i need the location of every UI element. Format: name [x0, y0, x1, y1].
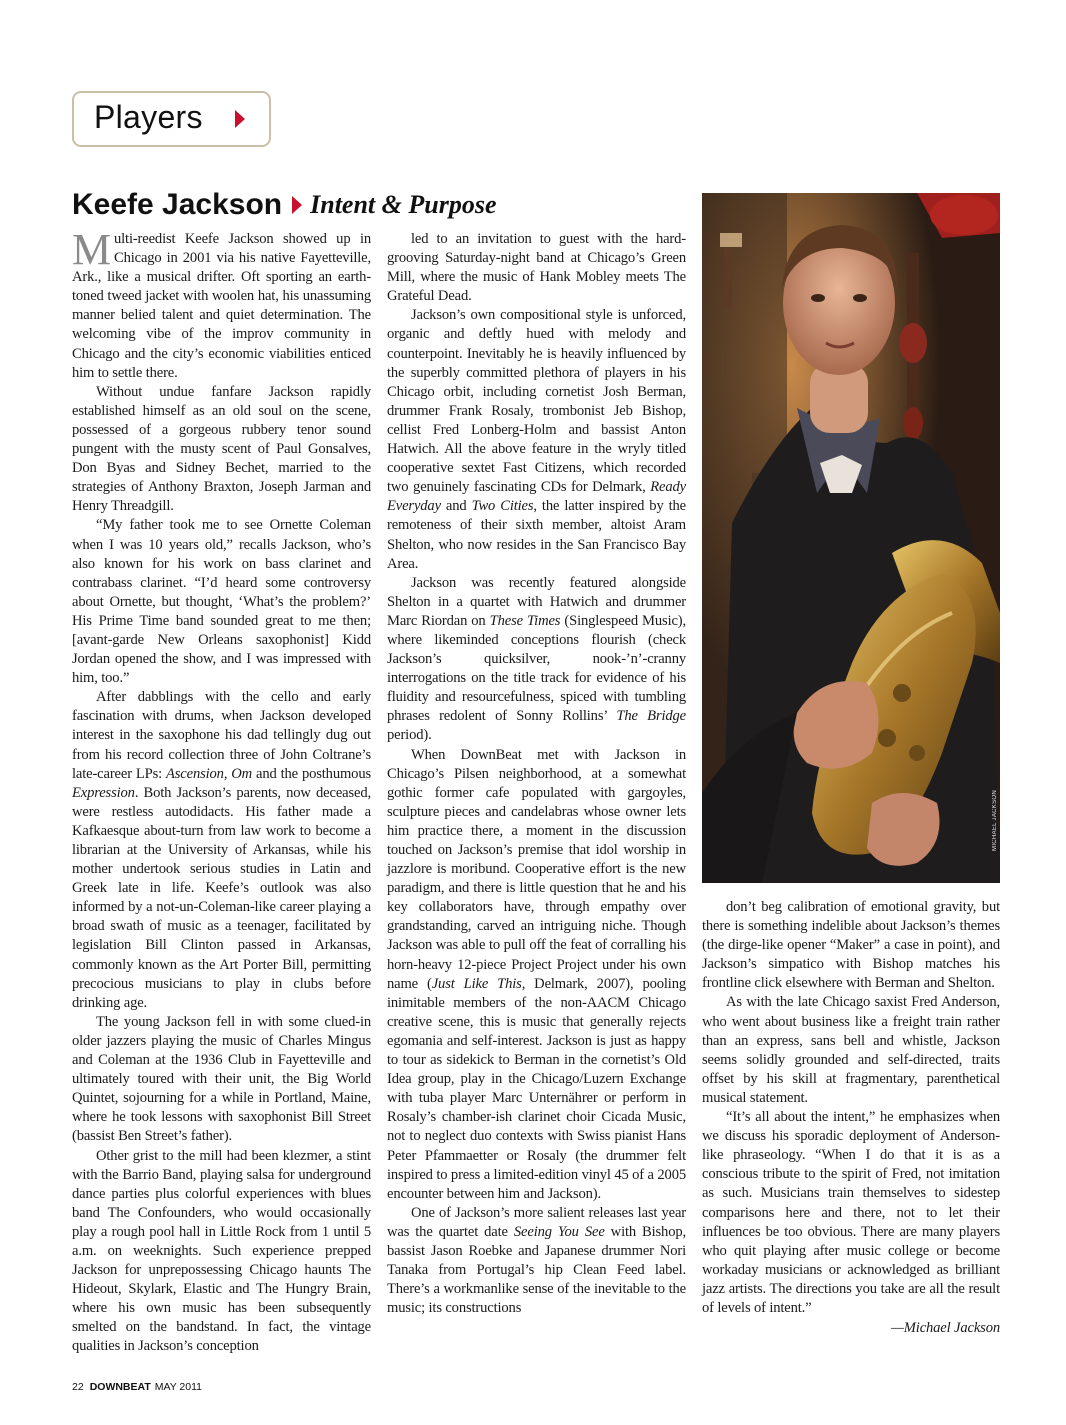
- author-byline: —Michael Jackson: [890, 1320, 1000, 1337]
- paragraph: Multi-reedist Keefe Jackson showed up in Chicago in 2001 via his native Fayetteville, Ark., like a musical drifter. Oft sporting an earth-toned tweed jacket with woolen hat, his unassuming manner belied talent and quiet determination. The welcoming vibe of the improv community in Chicago and the city’s economic viabilities enticed him to settle there.: [72, 225, 371, 381]
- headline-name: Keefe Jackson: [72, 188, 283, 221]
- paragraph: “It’s all about the intent,” he emphasizes when we discuss his sporadic deployment of Anderson-like phraseology. “When I do that it is as a conscious tribute to the spirit of Fred, not imitation as such. Musicians train themselves to sidestep comparisons here and there, not to let their influences be too obvious. There are many players who quit playing after music college or become workaday musicians or acknowledged as brilliant jazz artists. The directions you take are all the result of levels of intent.”: [702, 1109, 1000, 1316]
- magazine-name: DOWNBEAT: [89, 1381, 151, 1393]
- section-arrow-icon: [235, 110, 245, 128]
- paragraph: led to an invitation to guest with the hard-grooving Saturday-night band at Chicago’s Green Mill, where the music of Hank Mobley meets The Grateful Dead.: [387, 231, 686, 305]
- headline-arrow-icon: [292, 196, 302, 214]
- title-italic: Ready Everyday: [387, 479, 686, 515]
- article-column-3: [702, 898, 1000, 1338]
- portrait-photo: [702, 193, 1000, 883]
- paragraph: The young Jackson fell in with some clued-in older jazzers playing the music of Charles Mingus and Coleman at the 1936 Club in Fayetteville and ultimately toured with their unit, the Big World Quintet, sojourning for a while in Portland, Maine, where he took lessons with saxophonist Bill Street (bassist Ben Street’s father).: [72, 1013, 371, 1145]
- paragraph: When DownBeat met with Jackson in Chicago’s Pilsen neighborhood, at a somewhat gothic former cafe populated with gargoyles, sculpture pieces and candelabras whose owner lets him practice there, a moment in the discussion touched on Jackson’s premise that idol worship in jazzlore is moribund. Cooperative effort is the new paradigm, and there is little question that he and his key collaborators have, through empathy over grandstanding, carved an intriguing niche. Though Jackson was able to pull off the feat of corralling his horn-heavy 12-piece Project Project under his own name (Just Like This, Delmark, 2007), pooling inimitable members of the non-AACM Chicago creative scene, this is music that generally rejects egomania and self-interest. Jackson is just as happy to tour as sidekick to Berman in the cornetist’s Old Idea group, play in the Chicago/Luzern Exchange with tuba player Marc Unternährer or perform in Rosaly’s chamber-ish clarinet choir Cicada Music, not to neglect duo contexts with Swiss pianist Hans Peter Pfammaetter or Rosaly (the drummer felt inspired to press a limited-edition vinyl 45 of a 2005 encounter between him and Jackson).: [387, 746, 687, 1202]
- paragraph: don’t beg calibration of emotional gravity, but there is something indelible about Jackson’s themes (the dirge-like opener “Maker” a case in point), and Jackson’s simpatico with Bishop matches his frontline click elsewhere with Berman and Shelton.: [702, 899, 1000, 992]
- section-label: Players: [94, 99, 203, 135]
- paragraph: As with the late Chicago saxist Fred Anderson, who went about business like a freight train rather than an express, sans bell and whistle, Jackson seems solidly grounded and self-directed, traits offset by his skill at fragmentary, parenthetical musical statement.: [702, 994, 1000, 1106]
- title-italic: These Times: [489, 612, 561, 629]
- paragraph: Jackson was recently featured alongside Shelton in a quartet with Hatwich and drummer Marc Riordan on These Times (Singlespeed Music), where likeminded conceptions flourish (check Jackson’s quicksilver, nook-’n’-cranny interrogations on the title track for evidence of his fluidity and resourcefulness, spiced with tumbling phrases redolent of Sonny Rollins’ The Bridge period).: [387, 574, 687, 744]
- article-column-1: [72, 225, 372, 1357]
- title-italic: Om: [231, 765, 253, 782]
- drop-cap: M: [72, 225, 111, 274]
- section-label-box: [72, 91, 271, 147]
- paragraph: Other grist to the mill had been klezmer, a stint with the Barrio Band, playing salsa for underground dance parties plus colorful experiences with blues band The Confounders, who would occasionally play a rough pool hall in Little Rock from 1 until 5 a.m. on weeknights. Such experience prepped Jackson for unprepossessing Chicago haunts The Hideout, Skylark, Elastic and The Hungry Brain, where his own music has been subsequently smelted on the bandstand. In fact, the vintage qualities in Jackson’s conception: [72, 1147, 371, 1355]
- paragraph: Without undue fanfare Jackson rapidly established himself as an old soul on the scene, possessed of a gorgeous rubbery tenor sound pungent with the musty scent of Paul Gonsalves, Don Byas and Sidney Bechet, married to the strategies of Anthony Braxton, Joseph Jarman and Henry Threadgill.: [72, 383, 371, 515]
- issue-date: MAY 2011: [154, 1381, 203, 1393]
- article-column-2: [387, 230, 686, 1318]
- paragraph: “My father took me to see Ornette Coleman when I was 10 years old,” recalls Jackson, who’s also known for his work on bass clarinet and contrabass clarinet. “I’d heard some controversy about Ornette, but thought, ‘What’s the problem?’ His Prime Time band sounded great to me then; [avant-garde New Orleans saxophonist] Kidd Jordan opened the show, and I was impressed with him, too.”: [72, 517, 371, 687]
- paragraph: One of Jackson’s more salient releases last year was the quartet date Seeing You See with Bishop, bassist Jason Roebke and Japanese drummer Nori Tanaka from Portugal’s hip Clean Feed label. There’s a workmanlike sense of the inevitable to the music; its constructions: [387, 1204, 686, 1317]
- paragraph: After dabblings with the cello and early fascination with drums, when Jackson developed interest in the saxophone his dad tellingly dug out from his record collection three of John Coltrane’s late-career LPs: Ascension, Om and the posthumous Expression. Both Jackson’s parents, now deceased, were restless autodidacts. His father made a Kafkaesque about-turn from law work to become a librarian at the University of Arkansas, while his mother undertook serious studies in Latin and Greek late in life. Keefe’s outlook was also informed by a not-un-Coleman-like career playing a broad swath of music as a teenager, facilitated by legislation Bill Clinton passed in Arkansas, commonly known as the Art Porter Bill, permitting precocious musicians to play in clubs before drinking age.: [72, 689, 372, 1011]
- article-headline: [72, 188, 497, 222]
- title-italic: Expression: [72, 784, 135, 801]
- paragraph: Jackson’s own compositional style is unforced, organic and deftly hued with melody and counterpoint. Inevitably he is heavily influenced by the superbly committed plethora of players in his Chicago orbit, including cornetist Josh Berman, drummer Frank Rosaly, trombonist Jeb Bishop, cellist Fred Lonberg-Holm and bassist Anton Hatwich. All the above feature in the wryly titled cooperative sextet Fast Citizens, which recorded two genuinely fascinating CDs for Delmark, Ready Everyday and Two Cities, the latter inspired by the remoteness of their sixth member, altoist Aram Shelton, who now resides in the San Francisco Bay Area.: [387, 307, 686, 572]
- page-footer: [72, 1381, 202, 1393]
- headline-subtitle: Intent & Purpose: [310, 190, 497, 219]
- title-italic: Ascension: [166, 765, 224, 782]
- title-italic: Just Like This: [431, 975, 522, 992]
- title-italic: The Bridge: [616, 708, 686, 725]
- title-italic: Two Cities: [471, 498, 534, 515]
- title-italic: Seeing You See: [513, 1223, 605, 1240]
- page-number: 22: [72, 1381, 84, 1393]
- photo-credit: MICHAEL JACKSON: [992, 790, 998, 851]
